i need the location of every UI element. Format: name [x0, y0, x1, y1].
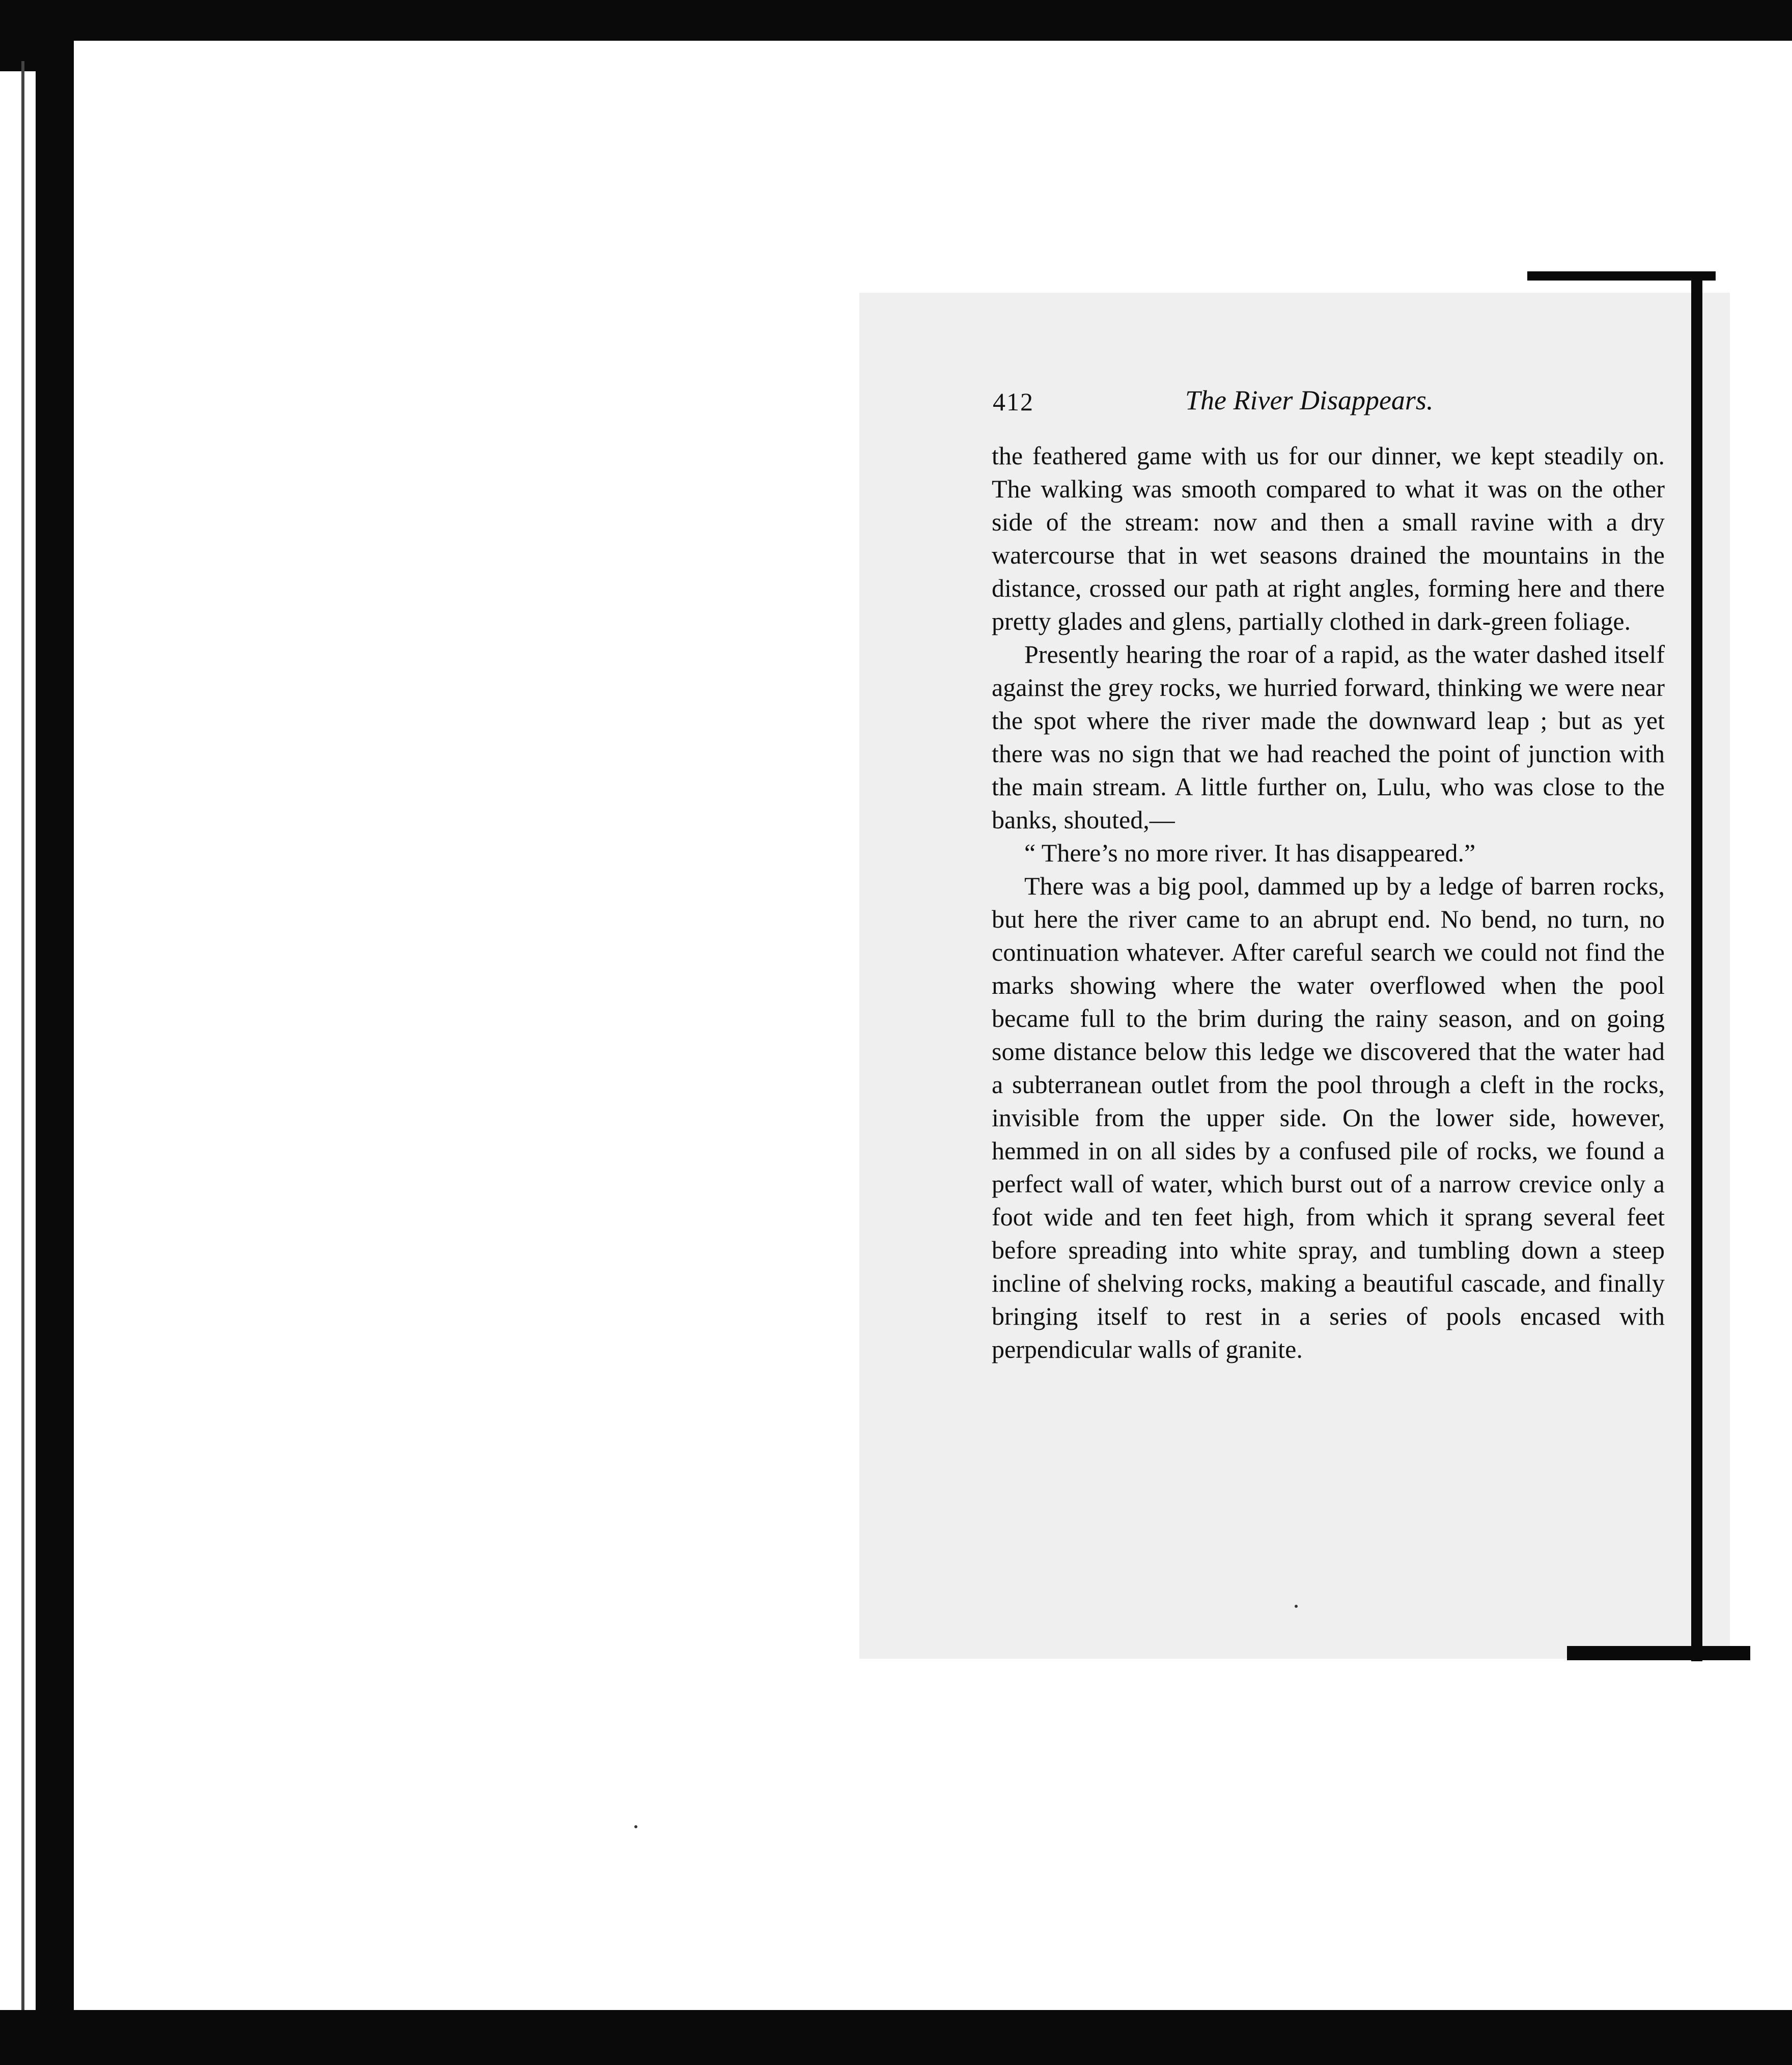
- paragraph: the feathered game with us for our dinner, we kept steadily on. The walking was smooth compared to what it was on the other side of the stream: now and then a small ravine with a dry watercourse that in wet seasons drained the mountains in the distance, crossed our path at right angles, forming here and there pretty glades and glens, partially clothed in dark-green foliage.: [992, 441, 1665, 635]
- page-bracket-top: [1527, 271, 1716, 281]
- paragraph: There was a big pool, dammed up by a ledge of barren rocks, but here the river came to an abrupt end. No bend, no turn, no continuation whatever. After careful search we could not find the marks showing where the water overflowed when the pool became full to the brim during the rainy season, and on going some distance below this ledge we discovered that the water had a subterranean outlet from the pool through a cleft in the rocks, invisible from the upper side. On the lower side, however, hemmed in on all sides by a confused pile of rocks, we found a perfect wall of water, which burst out of a narrow crevice only a foot wide and ten feet high, from which it sprang several feet before spreading into white spray, and tumbling down a steep incline of shelving rocks, making a beautiful cascade, and finally bringing itself to rest in a series of pools encased with perpendicular walls of granite.: [992, 872, 1665, 1363]
- running-head: The River Disappears.: [1185, 385, 1434, 415]
- scanner-frame-bottom: [0, 2010, 1792, 2065]
- scanner-frame-corner: [0, 0, 36, 71]
- scanner-frame-left: [36, 36, 74, 2062]
- scan-speck: [1295, 1605, 1298, 1608]
- body-text: [992, 439, 1665, 1366]
- page-header: [993, 384, 1451, 430]
- page-bracket-right: [1691, 271, 1702, 1661]
- page-bracket-bottom: [1567, 1646, 1750, 1660]
- page-number: 412: [993, 387, 1034, 416]
- paragraph: Presently hearing the roar of a rapid, as the water dashed itself against the grey rocks, we hurried forward, thinking we were near the spot where the river made the downward leap ; but as yet there was no sign that we had reached the point of junction with the main stream. A little further on, Lulu, who was close to the banks, shouted,—: [992, 640, 1665, 834]
- scanner-frame-edge-line: [21, 61, 24, 2011]
- paragraph-quote: “ There’s no more river. It has disappeared.”: [1024, 839, 1476, 867]
- scanner-frame-top: [0, 0, 1792, 41]
- scan-speck: [634, 1825, 637, 1828]
